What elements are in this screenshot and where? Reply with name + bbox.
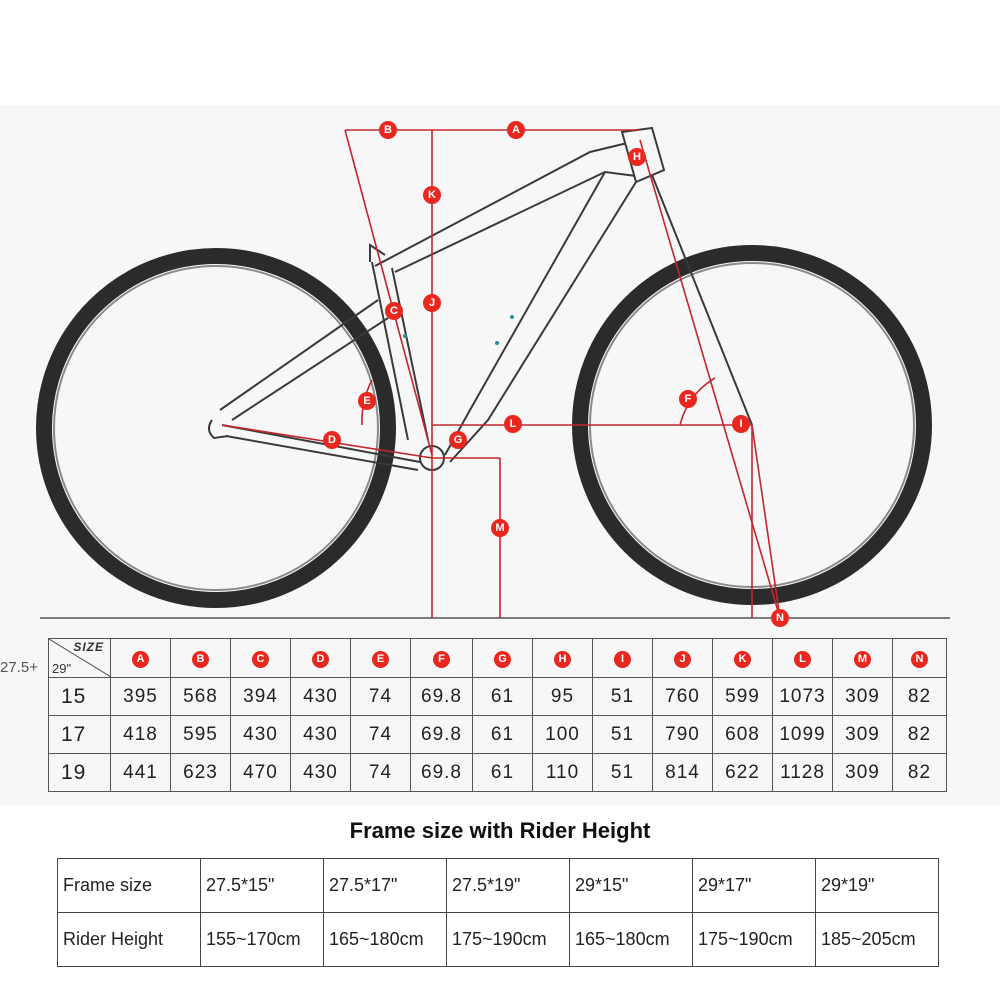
marker-l (504, 415, 522, 433)
svg-text:F: F (684, 393, 692, 405)
column-header-j (653, 639, 713, 678)
column-marker-f: F (433, 651, 450, 668)
value-cell-j: 814 (653, 754, 713, 792)
marker-e (358, 392, 376, 410)
rider-height-cell: 155~170cm (201, 913, 324, 967)
value-cell-c: 430 (231, 716, 291, 754)
column-marker-j: J (674, 651, 691, 668)
column-header-e (351, 639, 411, 678)
value-cell-n: 82 (893, 754, 947, 792)
size-corner-cell (49, 639, 111, 678)
geometry-table (48, 638, 947, 792)
marker-f (679, 390, 697, 408)
column-marker-a: A (132, 651, 149, 668)
value-cell-e: 74 (351, 678, 411, 716)
svg-text:G: G (453, 434, 463, 446)
column-header-d (291, 639, 351, 678)
frame-size-label: Frame size (58, 859, 201, 913)
column-header-l (773, 639, 833, 678)
value-cell-d: 430 (291, 678, 351, 716)
rider-height-row (58, 913, 939, 967)
svg-text:C: C (390, 305, 398, 317)
value-cell-i: 51 (593, 678, 653, 716)
rider-height-cell: 165~180cm (570, 913, 693, 967)
column-marker-m: M (854, 651, 871, 668)
value-cell-m: 309 (833, 716, 893, 754)
column-header-g (473, 639, 533, 678)
rider-height-table (57, 858, 939, 967)
rider-height-cell: 185~205cm (816, 913, 939, 967)
value-cell-m: 309 (833, 678, 893, 716)
table-row (49, 678, 947, 716)
value-cell-a: 418 (111, 716, 171, 754)
frame-size-cell: 27.5*17" (324, 859, 447, 913)
value-cell-b: 568 (171, 678, 231, 716)
value-cell-f: 69.8 (411, 754, 473, 792)
value-cell-f: 69.8 (411, 678, 473, 716)
frame-size-cell: 29*15" (570, 859, 693, 913)
marker-b (379, 121, 397, 139)
value-cell-h: 95 (533, 678, 593, 716)
value-cell-l: 1073 (773, 678, 833, 716)
svg-text:I: I (739, 418, 743, 430)
value-cell-a: 395 (111, 678, 171, 716)
value-cell-c: 470 (231, 754, 291, 792)
column-marker-l: L (794, 651, 811, 668)
svg-text:B: B (384, 124, 392, 136)
frame-size-row (58, 859, 939, 913)
svg-text:A: A (512, 124, 520, 136)
size-cell: 19 (49, 754, 111, 792)
marker-m (491, 519, 509, 537)
value-cell-g: 61 (473, 716, 533, 754)
geometry-table-body (49, 678, 947, 792)
value-cell-j: 760 (653, 678, 713, 716)
column-header-h (533, 639, 593, 678)
svg-text:N: N (776, 612, 784, 624)
value-cell-l: 1099 (773, 716, 833, 754)
value-cell-i: 51 (593, 754, 653, 792)
marker-k (423, 186, 441, 204)
rider-height-cell: 165~180cm (324, 913, 447, 967)
marker-n (771, 609, 789, 627)
size-corner-label: SIZE (73, 640, 104, 654)
column-header-a (111, 639, 171, 678)
value-cell-h: 100 (533, 716, 593, 754)
value-cell-b: 595 (171, 716, 231, 754)
marker-j (423, 294, 441, 312)
rider-height-cell: 175~190cm (693, 913, 816, 967)
svg-text:K: K (428, 189, 436, 201)
value-cell-b: 623 (171, 754, 231, 792)
marker-c (385, 302, 403, 320)
column-header-f (411, 639, 473, 678)
value-cell-n: 82 (893, 716, 947, 754)
size-cell: 15 (49, 678, 111, 716)
svg-text:L: L (509, 418, 517, 430)
value-cell-k: 608 (713, 716, 773, 754)
value-cell-g: 61 (473, 678, 533, 716)
column-header-i (593, 639, 653, 678)
value-cell-g: 61 (473, 754, 533, 792)
column-marker-b: B (192, 651, 209, 668)
value-cell-f: 69.8 (411, 716, 473, 754)
marker-g (449, 431, 467, 449)
value-cell-j: 790 (653, 716, 713, 754)
value-cell-d: 430 (291, 716, 351, 754)
marker-h (628, 148, 646, 166)
wheel-size-275-label: 27.5+ (0, 659, 38, 676)
column-header-b (171, 639, 231, 678)
marker-d (323, 431, 341, 449)
value-cell-k: 622 (713, 754, 773, 792)
frame-size-cell: 27.5*19" (447, 859, 570, 913)
marker-a (507, 121, 525, 139)
frame-size-cell: 27.5*15" (201, 859, 324, 913)
frame-size-cell: 29*17" (693, 859, 816, 913)
value-cell-l: 1128 (773, 754, 833, 792)
column-marker-e: E (372, 651, 389, 668)
bike-frame (209, 128, 752, 470)
value-cell-d: 430 (291, 754, 351, 792)
column-header-k (713, 639, 773, 678)
value-cell-n: 82 (893, 678, 947, 716)
column-marker-c: C (252, 651, 269, 668)
geometry-header-row (49, 639, 947, 678)
value-cell-h: 110 (533, 754, 593, 792)
svg-text:E: E (363, 395, 371, 407)
table-row (49, 716, 947, 754)
rider-height-title: Frame size with Rider Height (349, 818, 651, 843)
column-marker-g: G (494, 651, 511, 668)
size-cell: 17 (49, 716, 111, 754)
rear-wheel (44, 256, 388, 600)
value-cell-a: 441 (111, 754, 171, 792)
column-header-n (893, 639, 947, 678)
value-cell-c: 394 (231, 678, 291, 716)
value-cell-e: 74 (351, 716, 411, 754)
rider-height-label: Rider Height (58, 913, 201, 967)
wheel-29-label: 29" (52, 661, 72, 676)
value-cell-k: 599 (713, 678, 773, 716)
marker-i (732, 415, 750, 433)
svg-text:H: H (633, 151, 641, 163)
dimension-lines (222, 130, 780, 618)
value-cell-m: 309 (833, 754, 893, 792)
value-cell-e: 74 (351, 754, 411, 792)
value-cell-i: 51 (593, 716, 653, 754)
frame-size-cell: 29*19" (816, 859, 939, 913)
rider-height-cell: 175~190cm (447, 913, 570, 967)
column-marker-h: H (554, 651, 571, 668)
column-marker-k: K (734, 651, 751, 668)
svg-text:J: J (428, 297, 436, 309)
column-header-c (231, 639, 291, 678)
svg-text:M: M (495, 522, 505, 534)
svg-text:D: D (328, 434, 336, 446)
table-row (49, 754, 947, 792)
column-marker-d: D (312, 651, 329, 668)
column-header-m (833, 639, 893, 678)
column-marker-i: I (614, 651, 631, 668)
column-marker-n: N (911, 651, 928, 668)
